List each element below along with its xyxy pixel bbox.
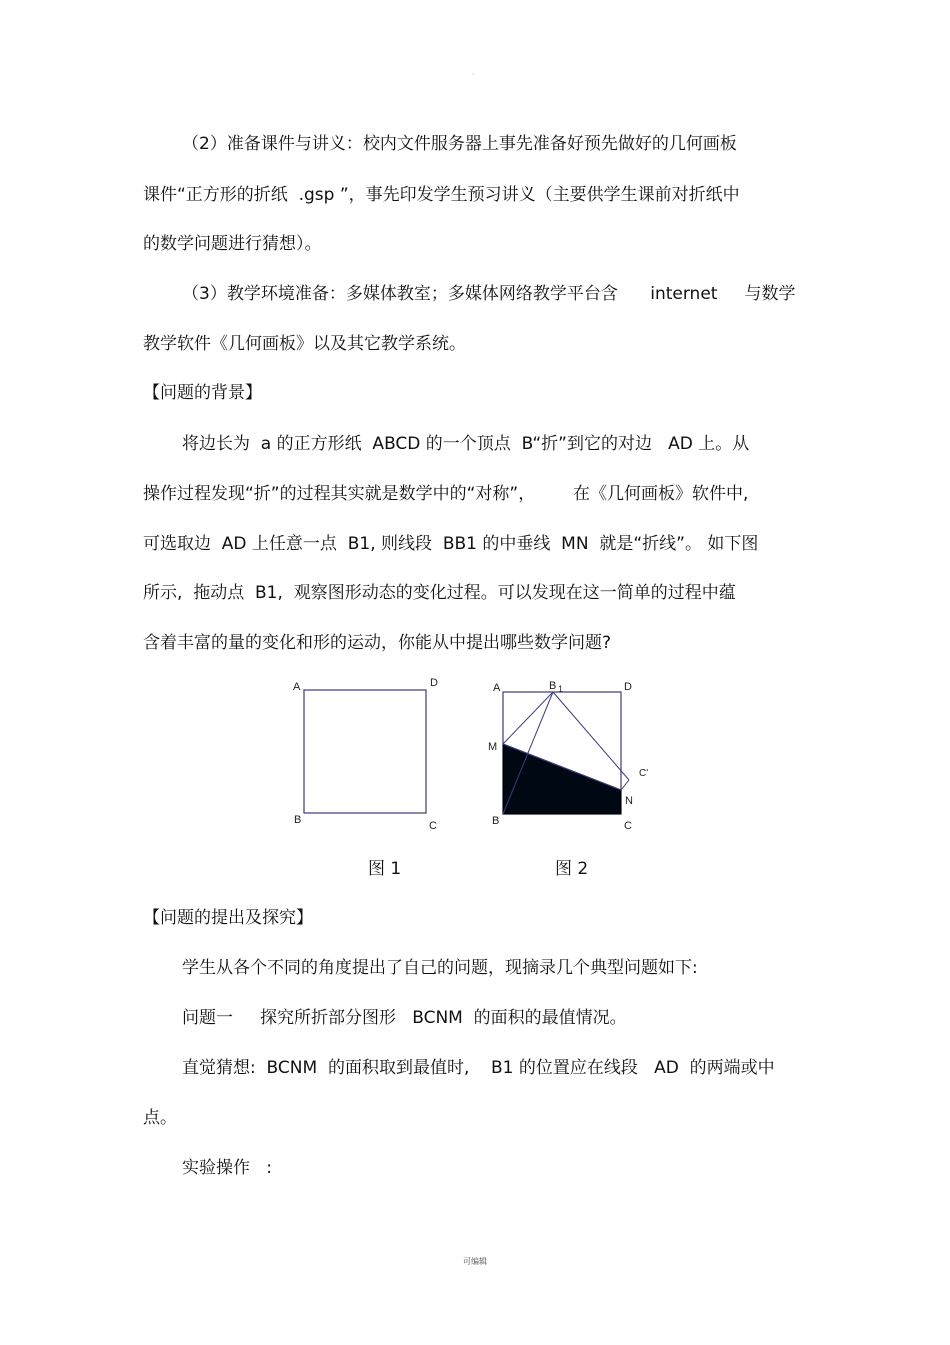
section-heading: 【问题的背景】	[143, 383, 262, 403]
paragraph-line: 含着丰富的量的变化和形的运动，你能从中提出哪些数学问题?	[143, 633, 612, 653]
paragraph-line: 教学软件《几何画板》以及其它教学系统。	[143, 334, 466, 354]
label-b1: B	[549, 680, 557, 692]
label-b: B	[294, 814, 302, 826]
paragraph-line: （3）教学环境准备：多媒体教室；多媒体网络教学平台含 internet 与数学	[182, 284, 796, 304]
segment-c1n	[621, 780, 629, 790]
paragraph-line: 可选取边 AD 上任意一点 B1, 则线段 BB1 的中垂线 MN 就是“折线”。 如下图	[143, 534, 759, 554]
paragraph-line: 学生从各个不同的角度提出了自己的问题，现摘录几个典型问题如下:	[182, 958, 698, 978]
label-b: B	[492, 815, 500, 827]
label-c-prime: C'	[639, 768, 649, 779]
folded-region-bcnm	[503, 744, 621, 814]
header-mark: ·	[472, 70, 475, 79]
figure-1	[288, 672, 448, 837]
label-a: A	[493, 682, 501, 694]
label-b1-subscript: 1	[558, 684, 564, 694]
paragraph-line: 操作过程发现“折”的过程其实就是数学中的“对称”， 在《几何画板》软件中,	[143, 484, 749, 504]
figure-2-caption: 图 2	[555, 859, 589, 879]
question-line: 问题一 探究所折部分图形 BCNM 的面积的最值情况。	[182, 1008, 627, 1028]
label-d: D	[430, 677, 438, 689]
paragraph-line: 课件“正方形的折纸 .gsp ”，事先印发学生预习讲义（主要供学生课前对折纸中	[143, 185, 740, 205]
paragraph-line: 所示, 拖动点 B1, 观察图形动态的变化过程。可以发现在这一简单的过程中蕴	[143, 583, 736, 603]
label-c: C	[429, 820, 437, 832]
paragraph-line: 的数学问题进行猜想）。	[143, 234, 322, 254]
paragraph-line: 将边长为 a 的正方形纸 ABCD 的一个顶点 B“折”到它的对边 AD 上。从	[182, 434, 750, 454]
paragraph-line: 直觉猜想: BCNM 的面积取到最值时, B1 的位置应在线段 AD 的两端或中	[182, 1058, 775, 1078]
square-abcd	[304, 690, 426, 813]
section-heading: 【问题的提出及探究】	[143, 908, 313, 928]
segment-mb1	[503, 692, 553, 744]
paragraph-line: （2）准备课件与讲义：校内文件服务器上事先准备好预先做好的几何画板	[182, 134, 737, 154]
figure-2	[484, 672, 664, 837]
label-d: D	[624, 681, 632, 693]
label-c: C	[624, 820, 632, 832]
label-a: A	[293, 681, 301, 693]
paragraph-line: 点。	[143, 1108, 177, 1128]
label-m: M	[488, 741, 498, 753]
label-n: N	[625, 795, 633, 807]
paragraph-line: 实验操作 :	[182, 1158, 272, 1178]
footer-note: 可编辑	[463, 1257, 487, 1266]
figure-1-caption: 图 1	[368, 859, 402, 879]
segment-b1c1	[553, 692, 629, 780]
